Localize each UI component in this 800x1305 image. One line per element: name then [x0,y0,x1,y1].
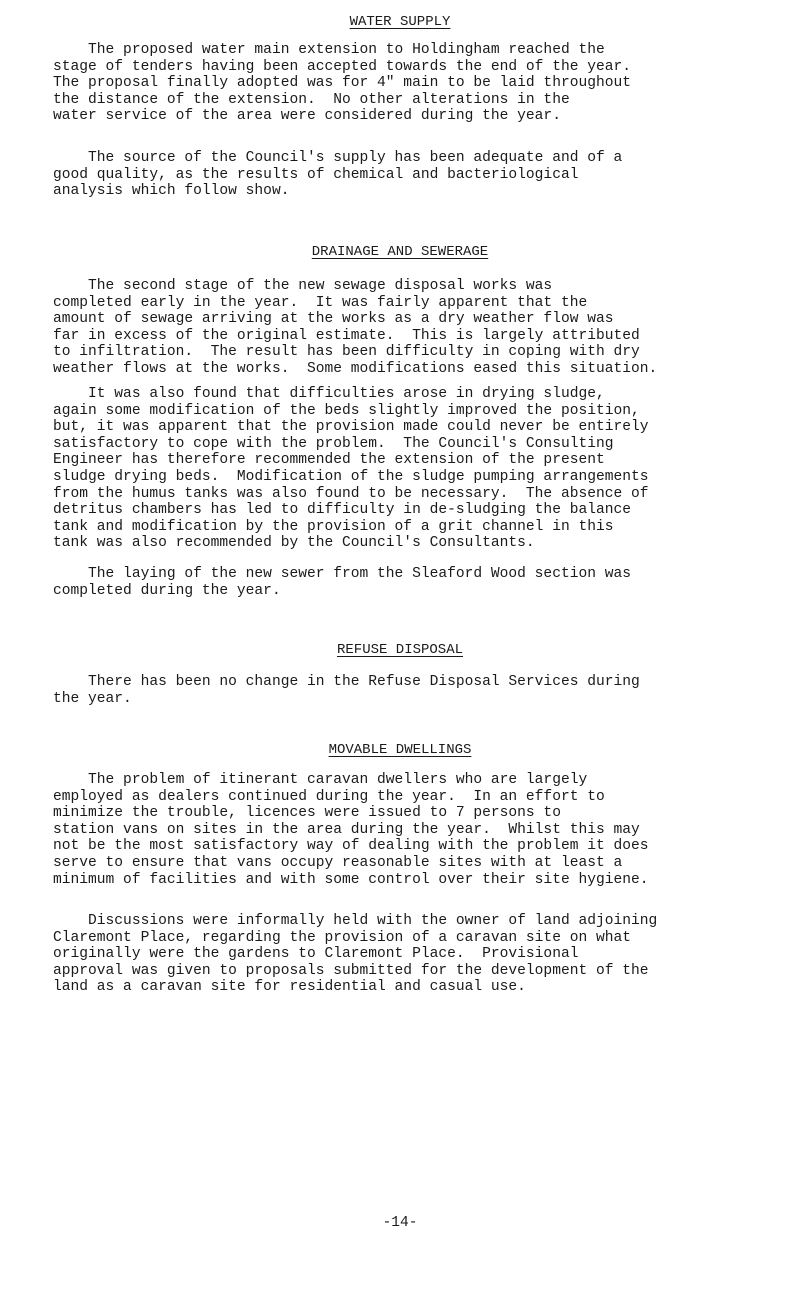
paragraph-water-main-extension: The proposed water main extension to Holdingham reached the stage of tenders having been accepted towards the end of the year. The proposal finally adopted was for 4" main to be laid throughout the distance of the extension. No other alterations in the water service of the area were considered during the year. [53,42,632,125]
paragraph-new-sewer: The laying of the new sewer from the Sleaford Wood section was completed during the year. [53,566,632,599]
heading-drainage-sewerage: DRAINAGE AND SEWERAGE [311,244,489,260]
paragraph-sludge-drying: It was also found that difficulties arose in drying sludge, again some modification of the beds slightly improved the position, but, it was apparent that the provision made could never be entirely satisfactory to cope with the problem. The Council's Consulting Engineer has therefore recommended the extension of the present sludge drying beds. Modification of the sludge pumping arrangements from the humus tanks was also found to be necessary. The absence of detritus chambers has led to difficulty in de-sludging the balance tank and modification by the provision of a grit channel in this tank was also recommended by the Council's Consultants. [53,386,649,552]
paragraph-sewage-disposal-works: The second stage of the new sewage disposal works was completed early in the year. It was fairly apparent that the amount of sewage arriving at the works as a dry weather flow was far in excess of the original estimate. This is largely attributed to infiltration. The result has been difficulty in coping with dry weather flows at the works. Some modifications eased this situation. [53,278,658,377]
page-number: -14- [382,1215,418,1231]
paragraph-caravan-dwellers: The problem of itinerant caravan dwellers who are largely employed as dealers continued during the year. In an effort to minimize the trouble, licences were issued to 7 persons to station vans on sites in the area during the year. Whilst this may not be the most satisfactory way of dealing with the problem it does serve to ensure that vans occupy reasonable sites with at least a minimum of facilities and with some control over their site hygiene. [53,772,649,888]
paragraph-council-supply: The source of the Council's supply has been adequate and of a good quality, as the results of chemical and bacteriological analysis which follow show. [53,150,623,200]
heading-refuse-disposal: REFUSE DISPOSAL [336,642,464,658]
paragraph-claremont-place: Discussions were informally held with the owner of land adjoining Claremont Place, regarding the provision of a caravan site on what originally were the gardens to Claremont Place. Provisional approval was given to proposals submitted for the development of the land as a caravan site for residential and casual use. [53,913,658,996]
heading-water-supply: WATER SUPPLY [349,14,451,30]
paragraph-refuse-services: There has been no change in the Refuse Disposal Services during the year. [53,674,640,707]
heading-movable-dwellings: MOVABLE DWELLINGS [328,742,472,758]
